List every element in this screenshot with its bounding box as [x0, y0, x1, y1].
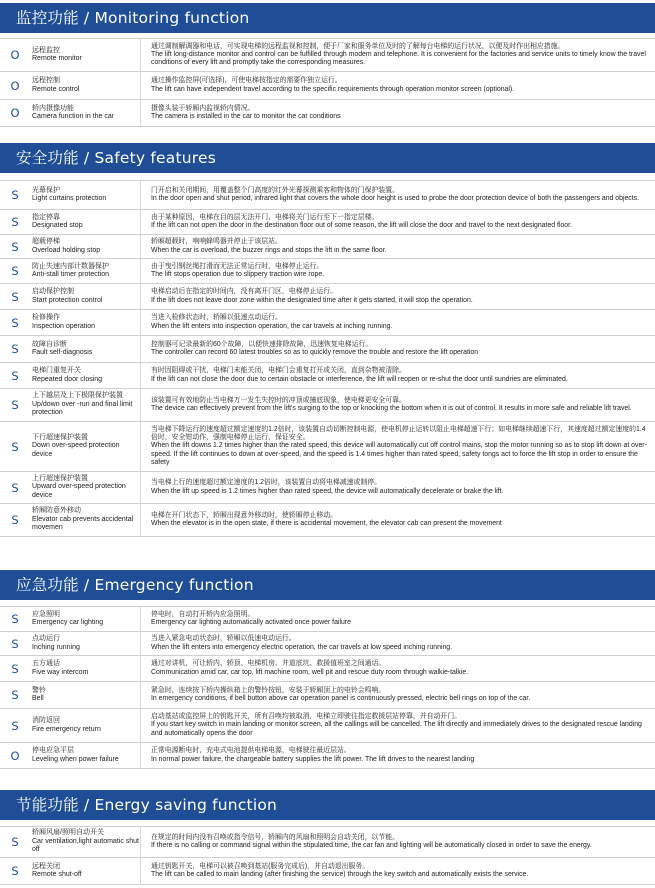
safety-list [0, 180, 655, 537]
feature-name: 远程监控 Remote monitor [32, 46, 82, 62]
feature-mark: S [11, 264, 19, 278]
feature-mark: O [10, 48, 20, 62]
feature-description: 当进入紧急电动状态时，轿厢以低速电动运行。 When the lift enters into emergency electric operation, the car travels at low speed inching running. [151, 635, 453, 651]
list-item [0, 284, 655, 310]
list-item [0, 826, 655, 858]
feature-name: 超载停梯 Overload holding stop [32, 238, 101, 254]
feature-mark: S [11, 636, 19, 651]
feature-name: 下行超速保护装置 Down over-speed protection device [32, 433, 120, 458]
feature-name: 消防返回 Fire emergency return [32, 717, 101, 733]
feature-name: 远程控制 Remote control [32, 77, 80, 93]
feature-mark: O [10, 78, 20, 93]
feature-description: 当进入检修状态时，轿厢以低速点动运行。 When the lift enters into inspection operation, the car travels at inching running. [151, 314, 393, 330]
feature-description: 控制器可记录最新的60个故障，以便快速排除故障，迅速恢复电梯运行。 The controller can record 60 latest troubles so as to quickly remove the trouble and restore the lift operation [151, 340, 479, 356]
feature-mark: S [11, 513, 19, 527]
feature-mark: O [10, 748, 20, 763]
list-item [0, 235, 655, 259]
list-item [0, 632, 655, 656]
section-header-energy-saving: 节能功能 / Energy saving function [0, 790, 655, 820]
feature-description: 当电梯下降运行的速度超过额定速度的1.2倍时，该装置自动切断控制电源，使电机停止运转以阻止电梯超速下行；如电梯继续超速下行，其速度超过额定速度的1.4倍时，安全钳动作，强制电梯停止运行，保证安全。 When the lift downs 1.2 times higher than the rated speed, this device will automatically cut off control mains, stop the motor running so as to stop lift down at over-speed. If the lift continues to down at over-speed, and the speed is 1.4 times higher than rated speed, safety tongs act to force the lift stop in order to ensure the safety [151, 425, 647, 466]
feature-mark: S [11, 718, 19, 733]
list-item [0, 336, 655, 363]
feature-description: 启动基站或监控屏上的钥匙开关，所有召唤均被取消，电梯立即驶往指定救援层站停靠，并自动开门。 If you start key switch in main landing or monitor screen, all the callings will be cancelled. The lift directly and immediately drives to the designated rescue landing and automatically opens the door [151, 713, 642, 737]
list-item [0, 858, 655, 885]
feature-name: 五方通话 Five way intercom [32, 660, 89, 676]
list-item [0, 472, 655, 504]
feature-description: 在规定的时间内没有召唤或指令信号，轿厢内的风扇和照明会自动关闭，以节能。 If there is no calling or command signal within the stipulated time, the car fan and lighting will be automatically closed in order to save the energy. [151, 833, 592, 849]
section-header-safety: 安全功能 / Safety features [0, 143, 655, 173]
feature-description: 通过操作监控屏(可选择)，可使电梯按指定的需要作独立运行。 The lift can have independent travel according to the specific requirements through operation monitor screen (optional). [151, 77, 515, 93]
list-item [0, 389, 655, 422]
feature-name: 防止失速内部计数器保护 Anti-stall timer protection [32, 262, 110, 278]
list-item [0, 422, 655, 472]
feature-description: 由于某种原因，电梯在目的层无法开门，电梯将关门运行至下一指定层楼。 If the lift can not open the door in the destination floor out of some reason, the lift will close the door and travel to the next designated floor. [151, 213, 572, 229]
feature-description: 通过钥匙开关，电梯可以被召唤到基站(服务完成后)，并自动退出服务。 The lift can be called to main landing (after finishing the service) through the key switch and automatically exists the service. [151, 862, 529, 878]
list-item [0, 606, 655, 632]
feature-name: 远程关闭 Remote shut-off [32, 862, 82, 878]
feature-name: 点动运行 Inching running [32, 635, 80, 651]
feature-mark: S [11, 439, 19, 454]
feature-mark: S [11, 480, 19, 495]
feature-name: 停电应急平层 Leveling when power failure [32, 747, 119, 763]
monitoring-list [0, 38, 655, 127]
feature-name: 应急照明 Emergency car lighting [32, 610, 104, 626]
list-item [0, 709, 655, 743]
feature-description: 通过调制解调器和电话，可实现电梯的远程监视和控制，便于厂家和服务单位及时的了解每台电梯的运行状况，以便及时作出相应措施。 The lift long-distance monitor and control can be fulfilled through modem and telephone. It is convenient for the factories and service units to timely know the travel conditions of every lift and promptly take the corresponding measures. [151, 42, 646, 67]
feature-mark: S [11, 315, 19, 330]
feature-name: 电梯门重复开关 Repeated door closing [32, 367, 103, 383]
feature-description: 紧急时，连续按下轿内操纵箱上的警铃按钮，安装于轿厢顶上的电铃会鸣响。 In emergency conditions, if bell button above car operation panel is continuously pressed, electric bell rings on top of the car. [151, 686, 531, 702]
feature-description: 电梯在开门状态下，轿厢出现意外移动时，使轿厢停止移动。 When the elevator is in the open state, if there is accidental movement, the elevator cab can present the movement [151, 511, 502, 527]
feature-mark: S [11, 661, 19, 676]
feature-mark: S [11, 215, 19, 229]
feature-description: 摄像头装于轿厢内监视轿内情况。 The camera is installed in the car to monitor the car conditions [151, 104, 341, 120]
feature-name: 轿内摄像功能 Camera function in the car [32, 104, 115, 120]
energy-saving-list [0, 826, 655, 885]
list-item [0, 682, 655, 709]
emergency-list [0, 606, 655, 769]
feature-mark: S [11, 289, 19, 304]
feature-name: 上下越层及上下极限保护装置 Up/down over -run and final limit protection [32, 392, 133, 417]
list-item [0, 656, 655, 682]
list-item [0, 310, 655, 336]
list-item [0, 72, 655, 100]
feature-description: 由于曳引钢丝绳打滑而无法正常运行时，电梯停止运行。 The lift stops operation due to slippery traction wire rope. [151, 262, 325, 278]
feature-description: 通过对讲机，可让轿内、轿顶、电梯机房、井道底坑、救援值班室之间通话。 Communication amid car, car top, lift machine room, well pit and rescue duty room through walkie-talkie. [151, 660, 469, 676]
list-item [0, 100, 655, 127]
feature-mark: S [11, 835, 19, 849]
feature-description: 停电时，自动打开轿内应急照明。 Emergency car lighting automatically activated once power failure [151, 610, 351, 626]
list-item [0, 259, 655, 284]
feature-name: 警铃 Bell [32, 686, 46, 702]
feature-description: 门开启和关闭期间，用覆盖整个门高度的红外光幕探测乘客和物体的门保护装置。 In the door open and shut period, infrared light that covers the whole door height is used to probe the door protection device of both the passengers and objects. [151, 186, 640, 202]
feature-mark: S [11, 688, 19, 702]
list-item [0, 180, 655, 210]
feature-mark: S [11, 239, 19, 254]
feature-name: 轿厢风扇/照明自动开关 Car ventilation,light automatic shut off [32, 829, 139, 854]
feature-description: 当电梯上行的速度超过额定速度的1.2倍时，该装置自动将电梯减速或制停。 When the lift up speed is 1.2 times higher than rated speed, the device will automatically decelerate or brake the lift. [151, 479, 504, 495]
feature-name: 上行超速保护装置 Upward over-speed protection device [32, 474, 126, 499]
feature-description: 轿厢超载时，响响蜂鸣器并停止于该层站。 When the car is overload, the buzzer rings and stops the lift in the same floor. [151, 238, 387, 254]
feature-mark: S [11, 864, 19, 878]
feature-mark: S [11, 342, 19, 356]
feature-name: 故障自诊断 Fault self-diagnosis [32, 340, 93, 356]
feature-description: 正常电源断电时，充电式电池提供电梯电源，电梯驶往最近层站。 In normal power failure, the chargeable battery supplies the lift power. The lift drives to the nearest landing [151, 747, 475, 763]
feature-mark: S [11, 612, 19, 626]
list-item [0, 504, 655, 537]
feature-description: 电梯启动后在指定的时间内，没有离开门区，电梯停止运行。 If the lift does not leave door zone within the designated time after it gets started, it will stop the operation. [151, 288, 473, 304]
feature-mark: S [11, 368, 19, 383]
feature-name: 启动保护控制 Start protection control [32, 288, 103, 304]
feature-mark: O [10, 106, 20, 120]
section-header-monitoring: 监控功能 / Monitoring function [0, 3, 655, 33]
list-item [0, 38, 655, 72]
feature-name: 指定停靠 Designated stop [32, 213, 83, 229]
feature-description: 有时因阻碍或干扰，电梯门未能关闭，电梯门会重复打开或关闭，直到杂物被清除。 If the lift can not close the door due to certain obstacle or interference, the lift will reopen or re-shut the door until sundries are eliminated. [151, 367, 568, 383]
feature-name: 轿厢防意外移动 Elevator cab prevents accidental movemen [32, 507, 134, 532]
list-item [0, 743, 655, 769]
section-header-emergency: 应急功能 / Emergency function [0, 570, 655, 600]
feature-mark: S [11, 188, 19, 202]
list-item [0, 210, 655, 235]
feature-mark: S [11, 398, 19, 412]
list-item [0, 363, 655, 389]
feature-name: 光幕保护 Light curtains protection [32, 186, 107, 202]
feature-description: 该装置可有效地防止当电梯万一发生失控时的冲顶或撞底现象，使电梯更安全可靠。 The device can effectively prevent from the lift's surging to the top or knocking the bottom when it is out of control. It results in more safe and reliable lift travel. [151, 396, 632, 412]
feature-name: 检修操作 Inspection operation [32, 314, 96, 330]
